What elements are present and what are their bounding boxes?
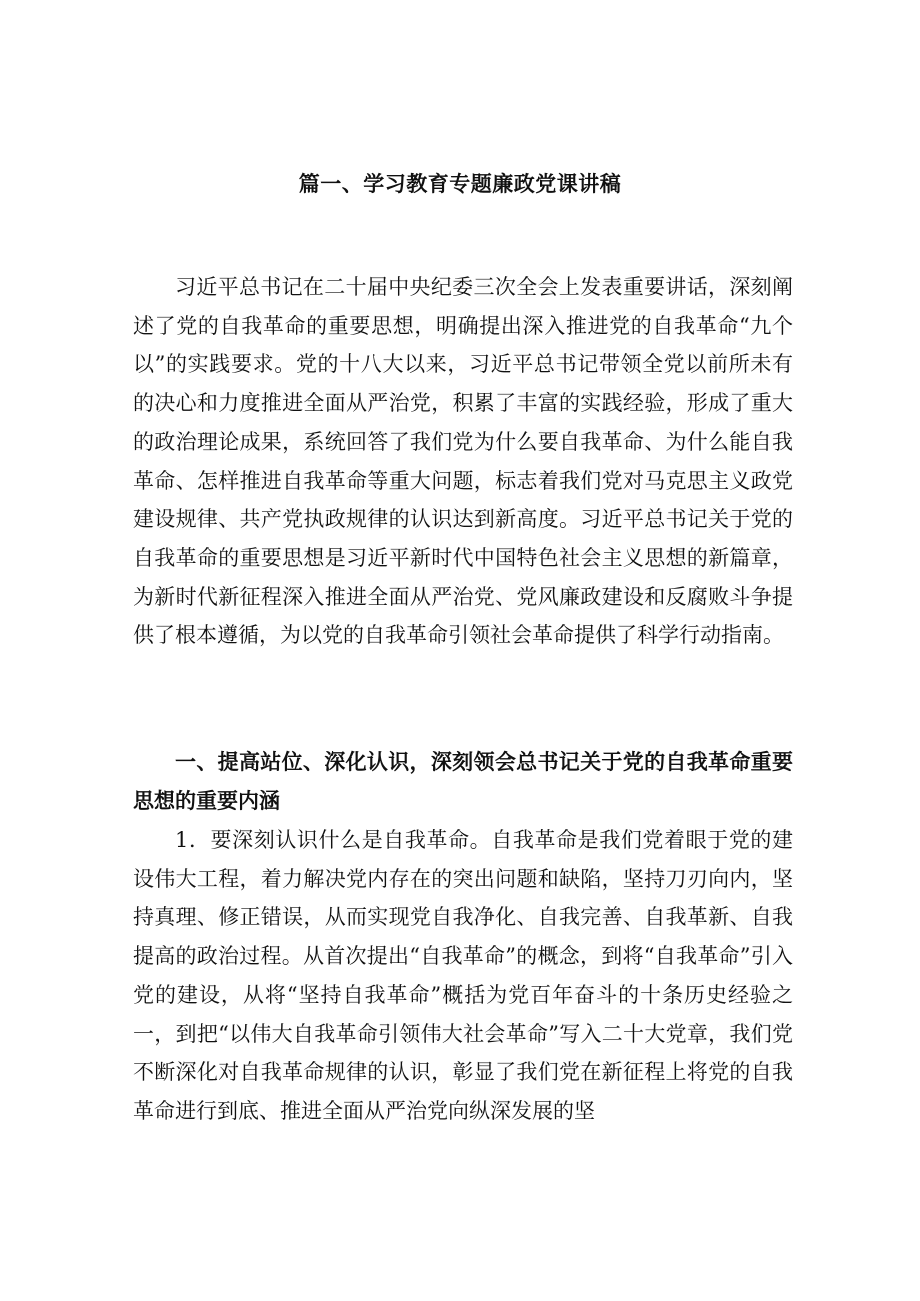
paragraph-1-1: 1．要深刻认识什么是自我革命。自我革命是我们党着眼于党的建设伟大工程，着力解决党内存在的突出问题和缺陷，坚持刀刃向内，坚持真理、修正错误，从而实现党自我净化、自我完善、自我革新、自我提高的政治过程。从首次提出“自我革命”的概念，到将“自我革命”引入党的建设，从将“坚持自我革命”概括为党百年奋斗的十条历史经验之一，到把“以伟大自我革命引领伟大社会革命”写入二十大党章，我们党不断深化对自我革命规律的认识，彰显了我们党在新征程上将党的自我革命进行到底、推进全面从严治党向纵深发展的坚 (133, 828, 793, 1123)
section-heading-1: 一、提高站位、深化认识，深刻领会总书记关于党的自我革命重要思想的重要内涵 (133, 749, 793, 813)
document-title: 篇一、学习教育专题廉政党课讲稿 (298, 171, 622, 196)
paragraph-intro: 习近平总书记在二十届中央纪委三次全会上发表重要讲话，深刻阐述了党的自我革命的重要思想，明确提出深入推进党的自我革命“九个以”的实践要求。党的十八大以来，习近平总书记带领全党以前所未有的决心和力度推进全面从严治党，积累了丰富的实践经验，形成了重大的政治理论成果，系统回答了我们党为什么要自我革命、为什么能自我革命、怎样推进自我革命等重大问题，标志着我们党对马克思主义政党建设规律、共产党执政规律的认识达到新高度。习近平总书记关于党的自我革命的重要思想是习近平新时代中国特色社会主义思想的新篇章，为新时代新征程深入推进全面从严治党、党风廉政建设和反腐败斗争提供了根本遵循，为以党的自我革命引领社会革命提供了科学行动指南。 (133, 275, 793, 648)
